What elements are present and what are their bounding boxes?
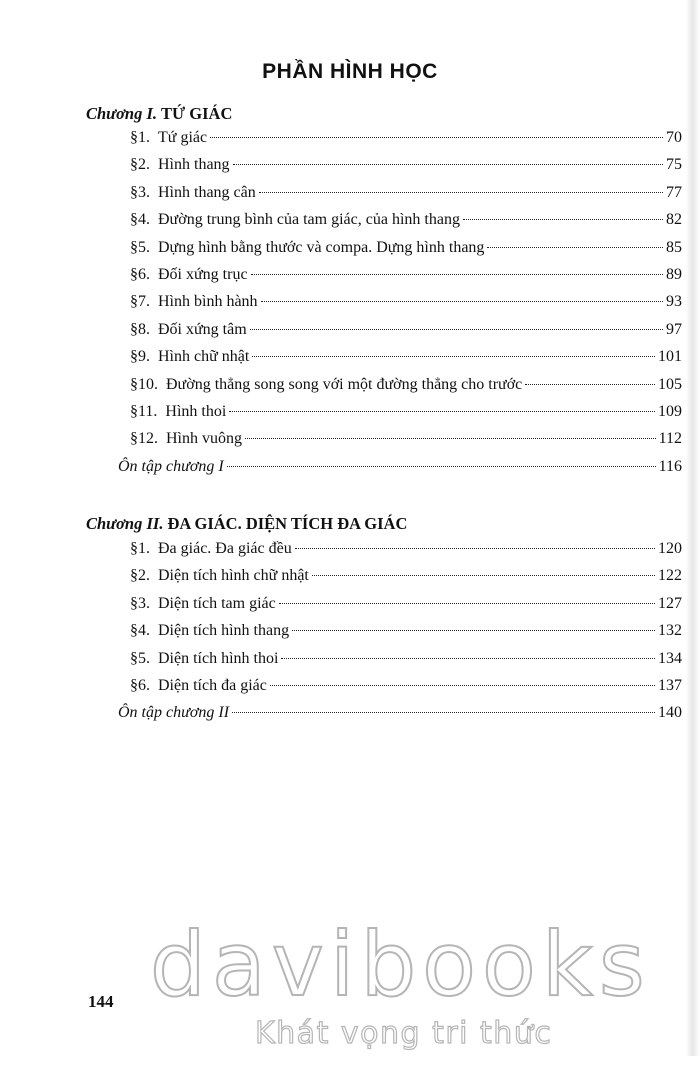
toc-page-number: 85 — [666, 238, 682, 256]
toc-entry-title: Hình thang — [158, 156, 230, 174]
dot-leader — [227, 466, 656, 467]
toc-section-number: §12. — [130, 430, 158, 448]
toc-entry[interactable] — [130, 677, 682, 704]
toc-page-number: 122 — [658, 567, 682, 585]
toc-page-number: 112 — [658, 430, 682, 448]
toc-entry-title: Hình thang cân — [158, 183, 256, 201]
dot-leader — [251, 274, 663, 275]
toc-section-number: §3. — [130, 183, 150, 201]
dot-leader — [233, 164, 663, 165]
dot-leader — [229, 411, 655, 412]
toc-section-number: §5. — [130, 238, 150, 256]
toc-review-entry[interactable] — [118, 457, 682, 485]
page-number: 144 — [88, 992, 114, 1011]
toc-page-number: 89 — [666, 265, 682, 283]
chapter-2-heading — [86, 514, 407, 534]
toc-section-number: §1. — [130, 129, 150, 146]
watermark-slogan: Khát vọng tri thức — [255, 1016, 553, 1051]
toc-entry[interactable] — [130, 156, 682, 183]
toc-entry-title: Đối xứng trục — [158, 265, 248, 283]
toc-page-number: 137 — [658, 676, 682, 694]
watermark-brand: davibooks — [150, 913, 651, 1016]
page-heading: PHẦN HÌNH HỌC — [262, 60, 438, 83]
toc-review-title: Ôn tập chương II — [118, 704, 230, 722]
dot-leader — [210, 137, 663, 138]
toc-entry-title: Diện tích hình chữ nhật — [158, 567, 309, 585]
toc-section-number: §2. — [130, 567, 150, 585]
toc-entry-title: Diện tích hình thoi — [158, 649, 279, 667]
toc-page-number: 75 — [666, 156, 682, 174]
toc-page-number: 101 — [658, 348, 682, 366]
toc-page-number: 82 — [666, 211, 682, 229]
toc-section-number: §6. — [130, 265, 150, 283]
watermark — [150, 913, 651, 1065]
dot-leader — [525, 384, 655, 385]
page-edge-shadow — [686, 0, 700, 1056]
dot-leader — [281, 658, 655, 659]
toc-page-number: 120 — [658, 540, 682, 557]
toc-page-number: 70 — [666, 129, 682, 146]
toc-page-number: 105 — [658, 375, 682, 393]
toc-section-number: §10. — [130, 375, 158, 393]
toc-page-number: 134 — [658, 649, 682, 667]
toc-entry[interactable] — [130, 184, 682, 211]
toc-entry[interactable] — [130, 595, 682, 622]
chapter-1-toc — [118, 129, 682, 485]
toc-section-number: §7. — [130, 293, 150, 311]
toc-entry-title: Tứ giác — [158, 129, 208, 146]
toc-review-entry[interactable] — [118, 704, 682, 731]
dot-leader — [252, 356, 655, 357]
toc-section-number: §6. — [130, 676, 150, 694]
toc-entry-title: Hình vuông — [166, 430, 242, 448]
chapter-2-number: Chương II. — [86, 514, 164, 533]
toc-entry-title: Đường trung bình của tam giác, của hình thang — [158, 211, 460, 229]
dot-leader — [463, 219, 663, 220]
toc-section-number: §2. — [130, 156, 150, 174]
toc-entry[interactable] — [130, 567, 682, 594]
watermark-logo — [150, 913, 651, 1065]
dot-leader — [250, 329, 663, 330]
toc-entry[interactable] — [130, 348, 682, 375]
toc-entry[interactable] — [130, 540, 682, 567]
toc-entry[interactable] — [130, 650, 682, 677]
toc-section-number: §9. — [130, 348, 150, 366]
toc-entry-title: Diện tích hình thang — [158, 622, 290, 640]
dot-leader — [292, 630, 655, 631]
toc-entry-title: Hình chữ nhật — [158, 348, 250, 366]
chapter-1-heading — [86, 104, 232, 124]
toc-page-number: 97 — [666, 320, 682, 338]
toc-entry-title: Hình thoi — [165, 402, 227, 420]
toc-entry-title: Diện tích tam giác — [158, 594, 276, 612]
toc-page-number: 109 — [658, 402, 682, 420]
dot-leader — [295, 548, 655, 549]
toc-entry[interactable] — [130, 430, 682, 457]
toc-entry-title: Hình bình hành — [158, 293, 258, 311]
toc-section-number: §8. — [130, 320, 150, 338]
toc-section-number: §4. — [130, 622, 150, 640]
toc-page-number: 127 — [658, 594, 682, 612]
dot-leader — [270, 685, 655, 686]
toc-entry[interactable] — [130, 403, 682, 430]
toc-entry[interactable] — [130, 239, 682, 266]
toc-entry[interactable] — [130, 321, 682, 348]
toc-section-number: §4. — [130, 211, 150, 229]
toc-entry[interactable] — [130, 293, 682, 320]
toc-section-number: §1. — [130, 540, 150, 557]
toc-page-number: 93 — [666, 293, 682, 311]
chapter-2-toc — [118, 540, 682, 732]
toc-section-number: §5. — [130, 649, 150, 667]
toc-entry[interactable] — [130, 376, 682, 403]
toc-section-number: §3. — [130, 594, 150, 612]
toc-entry-title: Dựng hình bằng thước và compa. Dựng hình thang — [158, 238, 485, 256]
toc-entry[interactable] — [130, 622, 682, 649]
toc-entry[interactable] — [130, 211, 682, 238]
toc-page-number: 140 — [658, 704, 682, 722]
dot-leader — [487, 247, 663, 248]
chapter-1-title: TỨ GIÁC — [161, 104, 233, 123]
toc-page-number: 77 — [666, 183, 682, 201]
toc-entry[interactable] — [130, 266, 682, 293]
toc-entry-title: Diện tích đa giác — [158, 676, 267, 694]
toc-entry-title: Đa giác. Đa giác đều — [158, 540, 292, 557]
dot-leader — [312, 575, 655, 576]
toc-entry-title: Đường thẳng song song với một đường thẳng cho trước — [166, 375, 523, 393]
chapter-1-number: Chương I. — [86, 104, 158, 123]
toc-entry[interactable] — [130, 129, 682, 156]
toc-section-number: §11. — [130, 402, 158, 420]
toc-entry-title: Đối xứng tâm — [158, 320, 247, 338]
chapter-2-title: ĐA GIÁC. DIỆN TÍCH ĐA GIÁC — [167, 514, 408, 533]
dot-leader — [232, 712, 655, 713]
toc-review-title: Ôn tập chương I — [118, 457, 224, 475]
dot-leader — [259, 192, 663, 193]
toc-page-number: 116 — [658, 457, 682, 475]
dot-leader — [245, 438, 656, 439]
toc-page-number: 132 — [658, 622, 682, 640]
dot-leader — [279, 603, 655, 604]
dot-leader — [261, 301, 663, 302]
